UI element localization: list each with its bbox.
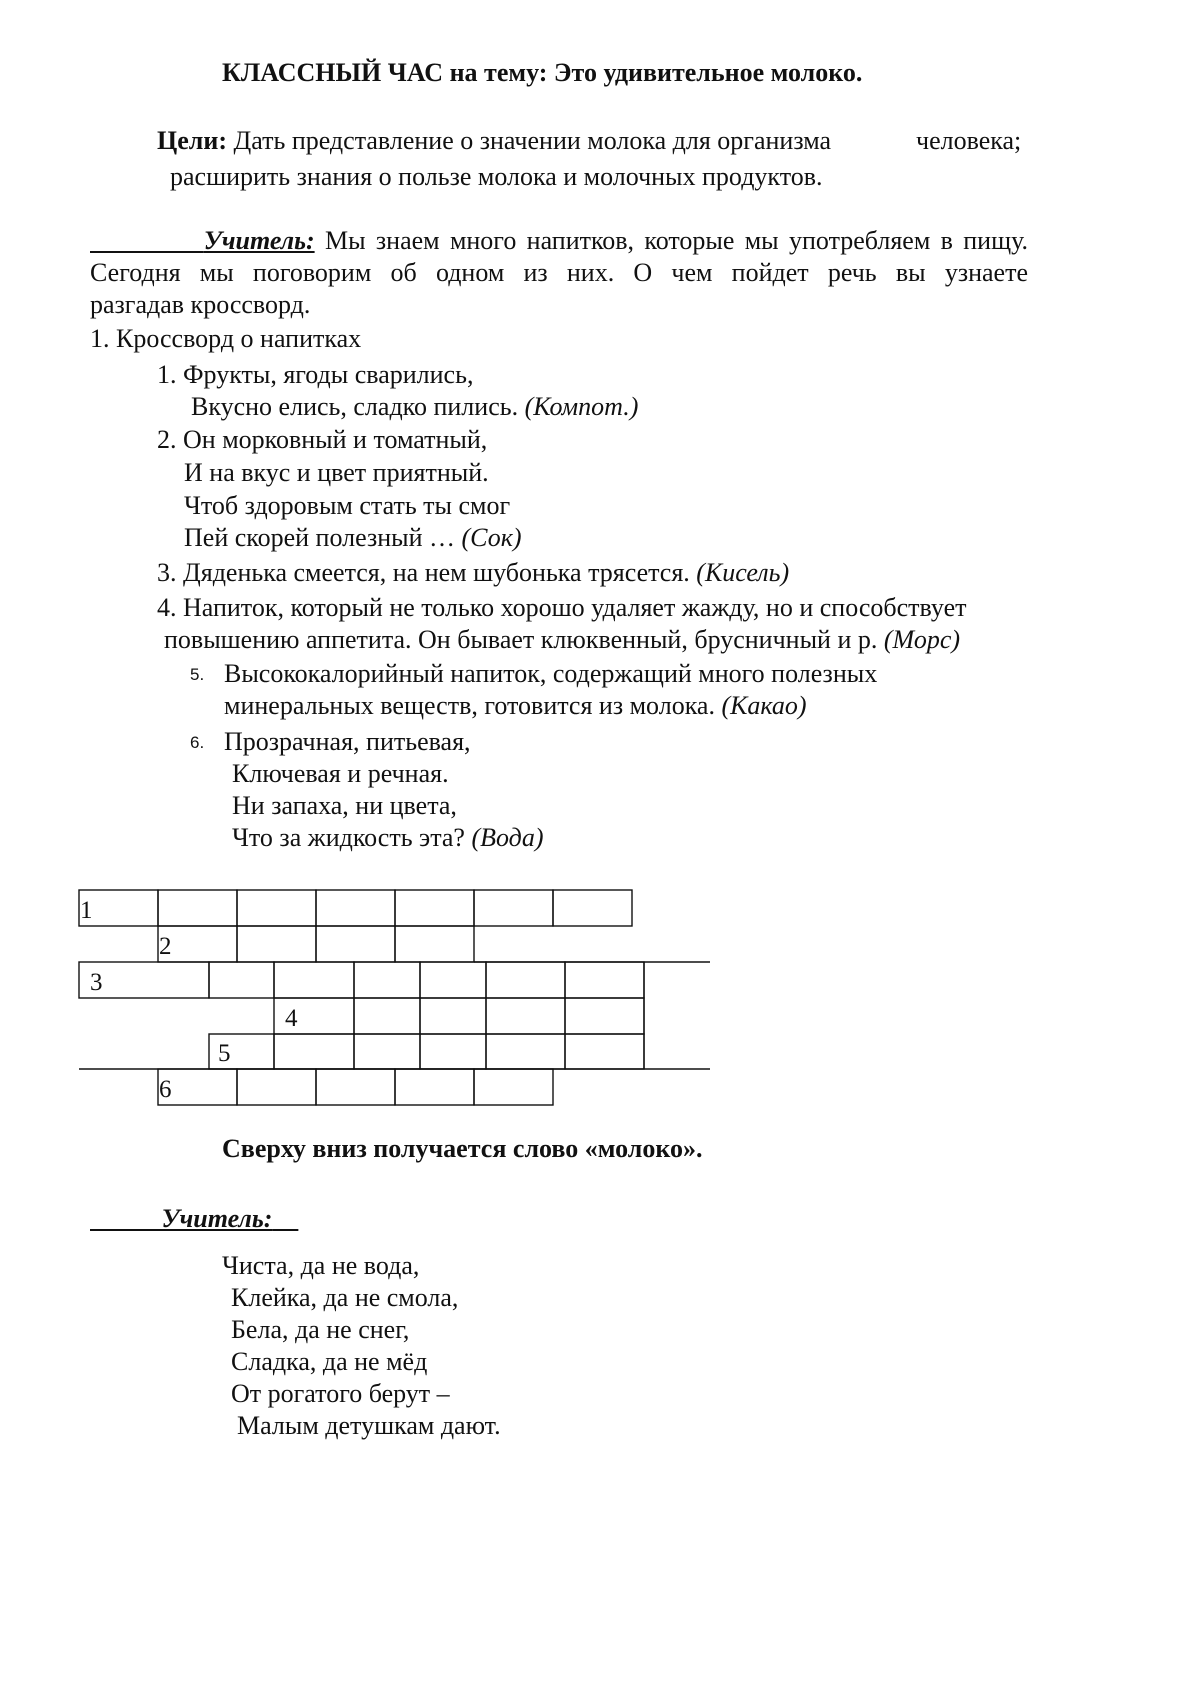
crossword-cell[interactable] bbox=[420, 962, 486, 998]
riddle-2-line-1: 2. Он морковный и томатный, bbox=[157, 425, 488, 454]
riddle-1-text: Вкусно елись, сладко пились. bbox=[191, 392, 519, 421]
crossword-cell[interactable] bbox=[553, 890, 632, 926]
crossword-cell[interactable] bbox=[474, 1069, 553, 1105]
crossword-cell[interactable] bbox=[565, 1034, 644, 1069]
riddle-1-answer: (Компот.) bbox=[524, 392, 639, 421]
crossword-number: 6 bbox=[159, 1076, 172, 1103]
riddle-5-answer: (Какао) bbox=[721, 691, 807, 720]
crossword-cell[interactable] bbox=[158, 890, 237, 926]
riddle-3-answer: (Кисель) bbox=[696, 558, 790, 587]
page-title: КЛАССНЫЙ ЧАС на тему: Это удивительное молоко. bbox=[222, 58, 863, 87]
riddle-6-text: Что за жидкость эта? bbox=[232, 823, 465, 852]
poem-line-5: От рогатого берут – bbox=[231, 1379, 450, 1408]
crossword-cell[interactable] bbox=[474, 890, 553, 926]
riddle-2-answer: (Сок) bbox=[461, 523, 522, 552]
intro-line-3: разгадав кроссворд. bbox=[90, 290, 311, 319]
crossword-number: 4 bbox=[285, 1005, 298, 1032]
crossword-number: 2 bbox=[159, 933, 172, 960]
crossword-cell[interactable] bbox=[486, 1034, 565, 1069]
crossword-cell[interactable] bbox=[354, 1034, 420, 1069]
riddle-1-line-1: 1. Фрукты, ягоды сварились, bbox=[157, 360, 474, 389]
riddle-6-line-1: Прозрачная, питьевая, bbox=[224, 727, 471, 756]
riddle-2-line-3: Чтоб здоровым стать ты смог bbox=[184, 491, 511, 520]
crossword-number: 5 bbox=[218, 1040, 231, 1067]
crossword-cell[interactable] bbox=[354, 998, 420, 1034]
crossword-cell[interactable] bbox=[237, 926, 316, 962]
riddle-4-text: повышению аппетита. Он бывает клюквенный, брусничный и р. bbox=[164, 625, 878, 654]
poem-line-4: Сладка, да не мёд bbox=[231, 1347, 428, 1376]
crossword-cell[interactable] bbox=[274, 1034, 354, 1069]
goals-text-1: Дать представление о значении молока для организма bbox=[233, 126, 832, 155]
poem-line-2: Клейка, да не смола, bbox=[231, 1283, 459, 1312]
goals-text-2: расширить знания о пользе молока и молочных продуктов. bbox=[170, 162, 823, 191]
riddle-6-number: 6. bbox=[190, 733, 205, 752]
crossword-cell[interactable] bbox=[420, 1034, 486, 1069]
riddle-4-answer: (Морс) bbox=[883, 625, 961, 654]
riddle-6-answer: (Вода) bbox=[471, 823, 544, 852]
crossword-cell[interactable] bbox=[316, 1069, 395, 1105]
riddle-4-line-1: 4. Напиток, который не только хорошо удаляет жажду, но и способствует bbox=[157, 593, 967, 622]
riddle-6-line-3: Ни запаха, ни цвета, bbox=[232, 791, 457, 820]
crossword-cell[interactable] bbox=[565, 998, 644, 1034]
crossword-cell[interactable] bbox=[209, 962, 274, 998]
crossword-cell[interactable] bbox=[420, 998, 486, 1034]
intro-text-1: Мы знаем много напитков, которые мы употребляем в пищу. bbox=[324, 226, 1028, 255]
poem-line-1: Чиста, да не вода, bbox=[222, 1251, 420, 1280]
goals-label: Цели: bbox=[157, 126, 227, 155]
teacher-2-indent bbox=[90, 1204, 162, 1233]
crossword-number: 3 bbox=[90, 969, 103, 996]
section-heading: 1. Кроссворд о напитках bbox=[90, 324, 362, 353]
crossword-cell[interactable] bbox=[565, 962, 644, 998]
crossword-cell[interactable] bbox=[316, 926, 395, 962]
crossword-cell[interactable] bbox=[237, 890, 316, 926]
crossword-cell[interactable] bbox=[237, 1069, 316, 1105]
teacher-2-line bbox=[90, 1203, 298, 1235]
crossword-cell[interactable] bbox=[395, 1069, 474, 1105]
riddle-3-text: 3. Дяденька смеется, на нем шубонька трясется. bbox=[157, 558, 690, 587]
riddle-2-line-2: И на вкус и цвет приятный. bbox=[184, 458, 489, 487]
teacher-2-trail bbox=[272, 1204, 298, 1233]
riddle-5-text: минеральных веществ, готовится из молока. bbox=[224, 691, 715, 720]
crossword-cell[interactable] bbox=[486, 998, 565, 1034]
riddle-2-text: Пей скорей полезный … bbox=[184, 523, 456, 552]
crossword-cell[interactable] bbox=[395, 926, 474, 962]
riddle-5-line-1: Высококалорийный напиток, содержащий много полезных bbox=[224, 659, 878, 688]
teacher-2-speaker: Учитель: bbox=[161, 1204, 273, 1233]
poem-line-3: Бела, да не снег, bbox=[231, 1315, 410, 1344]
riddle-5-number: 5. bbox=[190, 665, 205, 684]
crossword-cell[interactable] bbox=[274, 962, 354, 998]
crossword-number: 1 bbox=[80, 897, 93, 924]
crossword-cell[interactable] bbox=[395, 890, 474, 926]
crossword-cell[interactable] bbox=[486, 962, 565, 998]
crossword-cell[interactable] bbox=[316, 890, 395, 926]
crossword-result: Сверху вниз получается слово «молоко». bbox=[222, 1134, 703, 1163]
intro-speaker: Учитель: bbox=[203, 226, 315, 255]
riddle-6-line-2: Ключевая и речная. bbox=[232, 759, 449, 788]
intro-line-2: Сегодня мы поговорим об одном из них. О чем пойдет речь вы узнаете bbox=[90, 258, 1028, 287]
poem-line-6: Малым детушкам дают. bbox=[237, 1411, 501, 1440]
goals-text-1-end: человека; bbox=[916, 126, 1022, 155]
crossword-cell[interactable] bbox=[354, 962, 420, 998]
